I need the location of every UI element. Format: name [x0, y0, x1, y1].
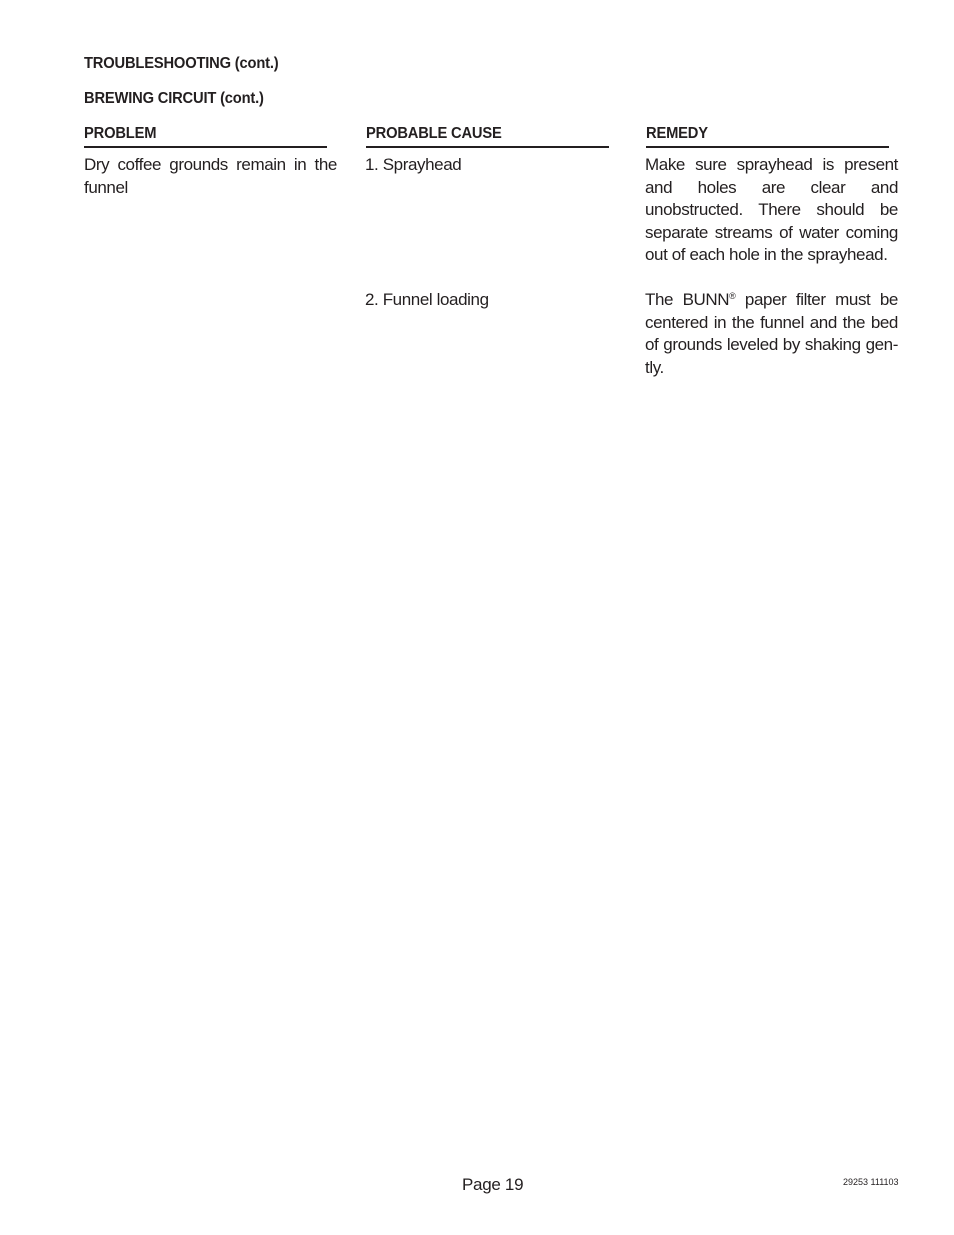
section-title: TROUBLESHOOTING (cont.) [84, 55, 279, 72]
remedy-text-suffix: paper filter must be centered in the funnel and the bed of grounds leveled by shaking gen-tly. [645, 290, 898, 377]
column-header-remedy-label: REMEDY [646, 125, 708, 142]
remedy-text-prefix: The BUNN [645, 290, 730, 309]
column-header-problem-label: PROBLEM [84, 125, 157, 142]
cause-text: 2. Funnel loading [365, 290, 489, 309]
column-header-probable-cause-label: PROBABLE CAUSE [366, 125, 502, 142]
column-header-probable-cause [366, 125, 609, 148]
section-subtitle: BREWING CIRCUIT (cont.) [84, 90, 264, 107]
remedy-text [645, 289, 898, 379]
registered-trademark-mark: ® [729, 291, 736, 301]
column-header-remedy [646, 125, 889, 148]
column-header-problem [84, 125, 327, 148]
page-number: Page 19 [462, 1175, 524, 1194]
document-code: 29253 111103 [843, 1177, 899, 1187]
problem-text: Dry coffee grounds remain in the funnel [84, 155, 337, 197]
cause-text: 1. Sprayhead [365, 155, 462, 174]
remedy-text: Make sure sprayhead is present and holes are clear and unobstructed. There should be separate streams of water coming out of each hole in the sprayhead. [645, 155, 898, 264]
